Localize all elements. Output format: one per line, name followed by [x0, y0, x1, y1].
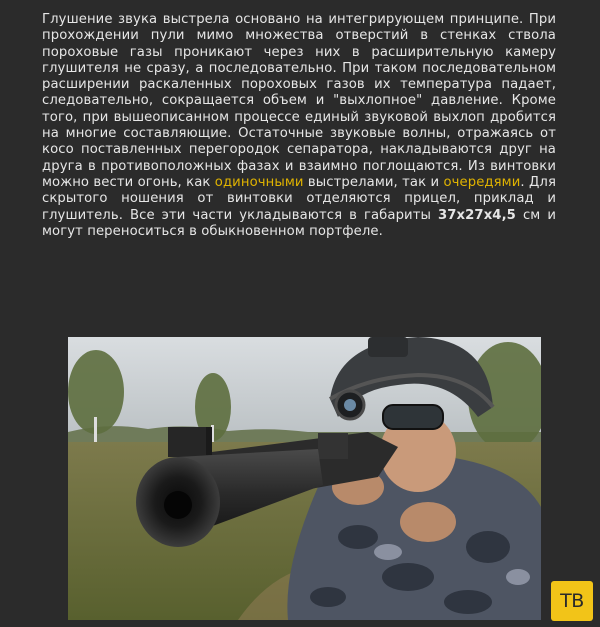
badge-label: ТВ: [560, 590, 584, 612]
soldier-with-suppressed-rifle-image: [68, 337, 541, 620]
rifle-photo: [68, 337, 541, 620]
bursts-link[interactable]: очередями: [443, 174, 521, 190]
article-text-part-3: . Для скрытого ношения от винтовки отделяются прицел, приклад и глушитель. Все эти части укладываются в габариты: [42, 174, 556, 223]
article-text-part-1: Глушение звука выстрела основано на интегрирующем принципе. При прохождении пули мимо множества отверстий в стенках ствола пороховые газы проникают через них в расширительную камеру глушителя не сразу, а последовательно. При таком последовательном расширении раскаленных пороховых газов их температура падает, следовательно, сокращается объем и "выхлопное" давление. Кроме того, при вышеописанном процессе единый звуковой выхлоп дробится на многие составляющие. Остаточные звуковые волны, отражаясь от косо поставленных перегородок сепаратора, накладываются друг на друга в противоположных фазах и взаимно поглощаются. Из винтовки можно вести огонь, как: [42, 12, 556, 190]
article-text: [42, 12, 556, 240]
article-text-part-4: см и могут переноситься в обыкновенном портфеле.: [42, 207, 556, 239]
tb-badge-icon: [551, 581, 593, 621]
dimensions-value: 37х27х4,5: [437, 207, 516, 223]
single-shots-link[interactable]: одиночными: [214, 174, 304, 190]
article-text-part-2: выстрелами, так и: [303, 174, 444, 190]
